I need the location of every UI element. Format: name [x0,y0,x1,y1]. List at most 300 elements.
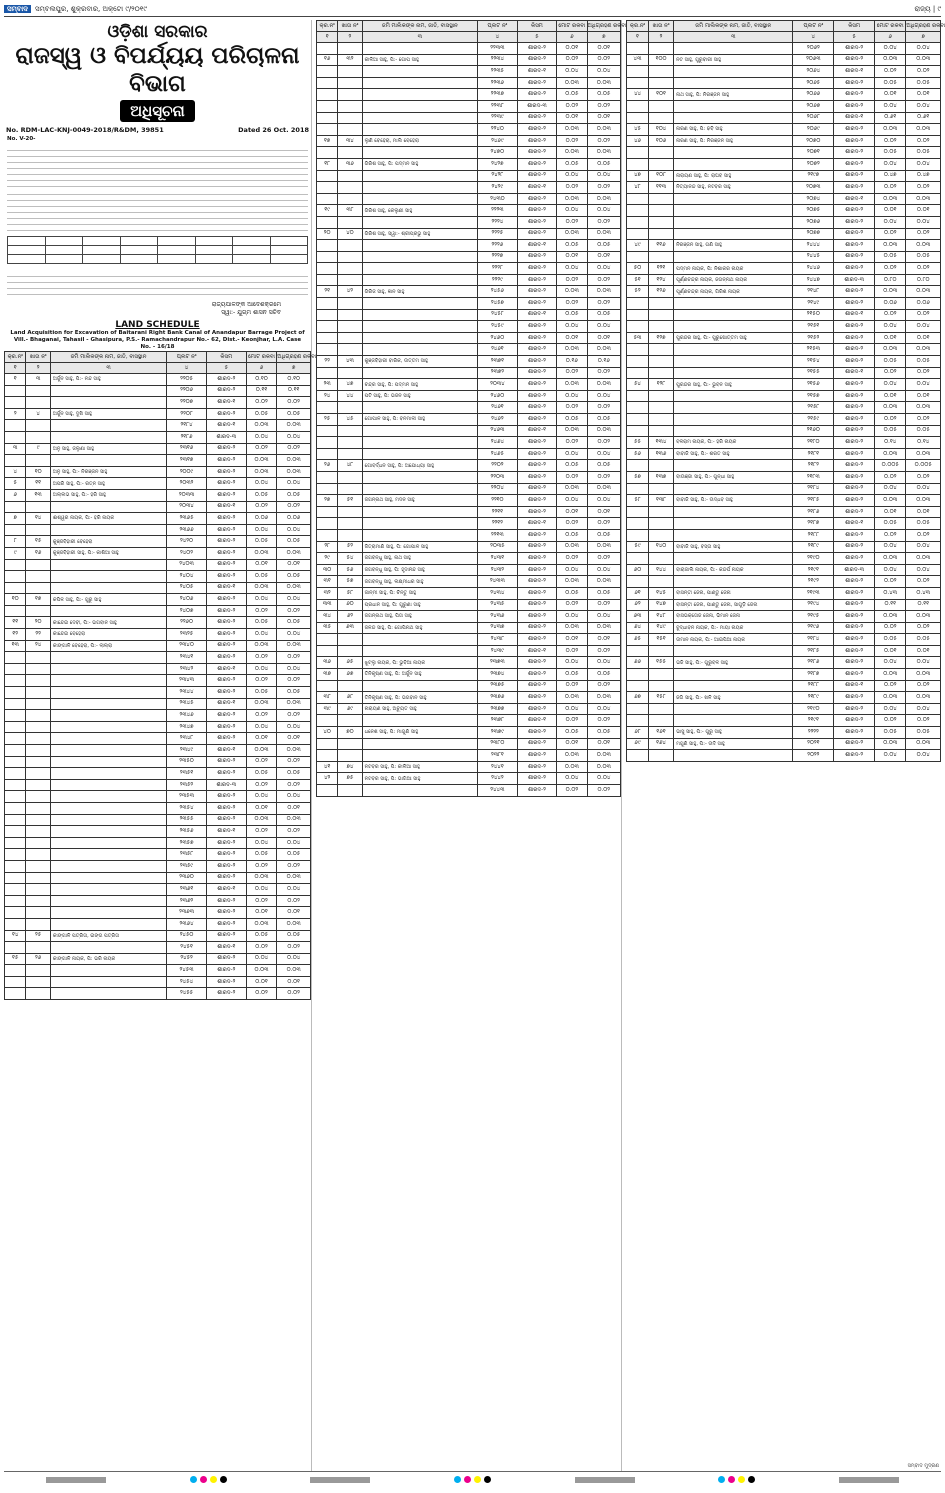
owner-name-cell [674,680,793,692]
table-row [317,135,621,147]
khata-cell: ୧୩୬ [648,448,673,460]
khata-cell: ୫୪ [338,553,362,565]
table-row [627,112,941,124]
total-area-cell: ୦.୦୧ [557,738,587,750]
plot-cell: ୨୪୨୮ [478,170,518,182]
plot-cell: ୨୩୫୭ [167,837,207,849]
total-area-cell: ୦.୦୫ [557,89,587,101]
khata-cell: ୪୮ [338,460,362,472]
acquired-area-cell: ୦.୦୫ [587,460,620,472]
issue-date: ସମ୍ବଲପୁର, ଶୁକ୍ରବାର, ଅକ୍ଟୋ ୯/୨୦୧୯ [35,5,147,13]
total-area-cell: ୦.୦୪ [557,263,587,275]
owner-name-cell [50,675,166,687]
acquired-area-cell: ୦.୦୨ [587,471,620,483]
plot-cell: ୨୪୦୭ [167,605,207,617]
owner-name-cell: ଗିରିଜ ସାହୁ, ଜ୍ଞାନ ସାହୁ [362,286,478,298]
kisam-cell: ଶାରଦ-୨ [517,367,557,379]
serial-cell: ୫୧ [627,274,649,286]
acquired-area-cell: ୦.୦୨ [906,529,941,541]
table-row [627,576,941,588]
kisam-cell: ଶାରଦ-୨ [517,634,557,646]
serial-cell [5,571,26,583]
serial-cell: ୧୧ [5,617,26,629]
total-area-cell: ୦.୦୨ [557,216,587,228]
kisam-cell: ଶାରଦ-୨ [206,374,246,386]
column-number-cell: ୬ [875,32,906,43]
kisam-cell: ଶାରଦ-୨ [517,785,557,797]
khata-cell [648,251,673,263]
plot-cell: ୨୦୭୦ [793,135,834,147]
total-area-cell: ୦.୦୫ [246,849,277,861]
kisam-cell: ଶାରଦ-୨ [206,895,246,907]
serial-cell [5,837,26,849]
khata-cell [648,158,673,170]
khata-cell [26,884,50,896]
khata-cell [648,576,673,588]
total-area-cell: ୦.୦୩ [246,455,277,467]
owner-name-cell [362,274,478,286]
khata-cell: ୧୪ [26,513,50,525]
table-row [317,367,621,379]
kisam-cell: ଶାରଦ-୨ [517,599,557,611]
owner-name-cell [50,663,166,675]
owner-name-cell [362,251,478,263]
column-number-cell: ୫ [834,32,875,43]
owner-name-cell [50,826,166,838]
plot-cell: ୨୪୪୪ [793,240,834,252]
table-header-cell: ପ୍ଲଟ ନଂ [793,21,834,32]
acquired-area-cell: ୦.୦୪ [906,43,941,55]
owner-name-cell [50,431,166,443]
plot-cell: ୨୩୭୧ [478,356,518,368]
owner-name-cell [362,680,478,692]
acquired-area-cell: ୦.୦୩ [587,77,620,89]
owner-name-cell [50,455,166,467]
column-number-cell: ୪ [167,363,207,374]
plot-cell: ୨୩୫୯ [167,860,207,872]
owner-name-cell [50,802,166,814]
kisam-cell: ଶାରଦ-୨ [834,657,875,669]
acquired-area-cell: ୦.୦୪ [277,837,311,849]
acquired-area-cell: ୦.୦୩ [587,541,620,553]
acquired-area-cell: ୦.୦୨ [906,309,941,321]
khata-cell [648,216,673,228]
plot-cell: ୨୪୩୭ [478,622,518,634]
table-header-cell: କ୍ର.ନଂ [627,21,649,32]
table-row [317,727,621,739]
total-area-cell: ୦.୦୧ [246,559,277,571]
kisam-cell: ଶାରଦ-୨ [517,703,557,715]
total-area-cell: ୦.୦୫ [875,634,906,646]
total-area-cell: ୦.୦୩ [875,124,906,136]
table-row [317,738,621,750]
department-title: ରାଜସ୍ୱ ଓ ବିପର୍ଯ୍ୟୟ ପରିଚାଳନା ବିଭାଗ [15,43,300,97]
khata-cell: ୧୦୦ [648,54,673,66]
kisam-cell: ଶାରଦ-୨ [206,652,246,664]
owner-name-cell [362,240,478,252]
acquired-area-cell: ୦.୦୩ [906,669,941,681]
serial-cell [5,942,26,954]
khata-cell: ୧୦୧ [648,89,673,101]
owner-name-cell [362,77,478,89]
serial-cell: ୨୬ [317,460,338,472]
plot-cell: ୨୩୭୨ [478,367,518,379]
owner-name-cell: ଭାସୁ ସାହୁ, ପି:- ଗୁରୁ ସାହୁ [674,727,793,739]
acquired-area-cell: ୦.୦୨ [906,471,941,483]
acquired-area-cell: ୦.୦୩ [587,483,620,495]
total-area-cell: ୦.୦୫ [246,687,277,699]
total-area-cell: ୦.୦୪ [246,431,277,443]
kisam-cell: ଶାରଦ-୨ [517,529,557,541]
khata-cell [338,263,362,275]
table-row [5,860,311,872]
owner-name-cell: ନାରାୟଣ ସାହୁ, ପି: ରାଘବ ସାହୁ [674,170,793,182]
total-area-cell: ୦.୦୫ [246,617,277,629]
table-header-cell: ଜମି ମାଲିକଙ୍କ ନାମ, ଜାତି, ବାସସ୍ଥାନ [362,21,478,32]
plot-cell: ୨୩୫୦ [167,756,207,768]
acquired-area-cell: ୦.୦୨ [587,437,620,449]
owner-name-cell [50,779,166,791]
kisam-cell: ଶାରଦ-୧ [206,397,246,409]
owner-name-cell [50,687,166,699]
owner-name-cell: ଜାନ୍ମୀ ସାହୁ, ପି: ଚିନ୍ତୁ ସାହୁ [362,587,478,599]
table-row [317,622,621,634]
total-area-cell: ୦.୦୫ [557,414,587,426]
owner-name-cell: ଜଳନ୍ଦ ସାହୁ, ପି: ଗୋପିନାଥ ସାହୁ [362,622,478,634]
owner-name-cell [50,571,166,583]
acquired-area-cell: ୦.୦୨ [906,367,941,379]
acquired-area-cell: ୦.୪୭ [906,170,941,182]
owner-name-cell: ଅର୍ଜୁନ ସାହୁ, ଦୁଖି ସାହୁ [50,408,166,420]
acquired-area-cell: ୦.୦୪ [277,478,311,490]
serial-cell [5,687,26,699]
khata-cell [338,112,362,124]
total-area-cell: ୦.୦୩ [246,872,277,884]
serial-cell [317,240,338,252]
serial-cell [5,559,26,571]
serial-cell [627,402,649,414]
kisam-cell: ଶାରଦ-୧ [517,309,557,321]
table-row [317,611,621,623]
owner-name-cell [362,298,478,310]
plot-cell: ୨୧୮୦ [793,437,834,449]
serial-cell [317,112,338,124]
plot-cell: ୨୨୧୧ [478,506,518,518]
khata-cell [338,634,362,646]
total-area-cell: ୦.୦୩ [875,54,906,66]
acquired-area-cell: ୦.୦୫ [587,587,620,599]
plot-cell: ୨୨୩୫ [478,66,518,78]
khata-cell [338,309,362,321]
table-row [627,518,941,530]
serial-cell: ୨୪ [317,390,338,402]
total-area-cell: ୦.୦୨ [246,652,277,664]
acquired-area-cell: ୦.୦୪ [277,791,311,803]
serial-cell [5,791,26,803]
plot-cell: ୨୪୫୮ [478,309,518,321]
plot-cell: ୨୩୭୪ [478,669,518,681]
serial-cell: ୬୨ [627,599,649,611]
total-area-cell: ୦.୦୨ [875,622,906,634]
khata-cell [648,680,673,692]
khata-cell [648,205,673,217]
plot-cell: ୨୧୮୪ [793,634,834,646]
acquired-area-cell: ୦.୦୪ [906,321,941,333]
table-row [317,147,621,159]
table-row [317,576,621,588]
acquired-area-cell: ୦.୦୨ [906,228,941,240]
table-row [317,274,621,286]
owner-name-cell [362,529,478,541]
kisam-cell: ଶାରଦ-୨ [517,379,557,391]
table-row [317,553,621,565]
serial-cell [317,170,338,182]
plot-cell: ୨୨୦୭ [167,397,207,409]
khata-cell [26,559,50,571]
kisam-cell: ଶାରଦ-୨ [206,930,246,942]
serial-cell [627,553,649,565]
serial-cell: ୪ [5,466,26,478]
serial-cell [627,43,649,55]
total-area-cell: ୦.୧୧ [246,385,277,397]
table-row [317,89,621,101]
column-number-cell: ୬ [246,363,277,374]
total-area-cell: ୦.୦୨ [875,367,906,379]
acquired-area-cell: ୦.୦୪ [587,170,620,182]
total-area-cell: ୦.୦୨ [557,135,587,147]
total-area-cell: ୦.୦୩ [557,750,587,762]
khata-cell [648,321,673,333]
serial-cell: ୩ [5,443,26,455]
table-row [317,402,621,414]
table-row [627,483,941,495]
plot-cell: ୨୦୭୬ [793,216,834,228]
total-area-cell: ୦.୦୧ [557,506,587,518]
kisam-cell: ଶାରଦ-୨ [206,768,246,780]
table-row [5,501,311,513]
serial-cell [627,216,649,228]
plot-cell: ୨୧୮୯ [793,541,834,553]
table-row [317,54,621,66]
kisam-cell: ଶାରଦ-୨ [834,158,875,170]
khata-cell: ୧୦୪ [648,124,673,136]
plot-cell: ୨୪୪୫ [793,251,834,263]
owner-name-cell [674,309,793,321]
owner-name-cell [50,965,166,977]
kisam-cell: ଶାରଦ-୧ [517,715,557,727]
table-row [627,251,941,263]
plot-cell: ୨୦୨୧ [793,738,834,750]
kisam-cell: ଶାରଦ-୨ [834,147,875,159]
kisam-cell: ଶାରଦ-୨ [834,611,875,623]
plot-cell: ୨୪୩୦ [478,193,518,205]
serial-cell: ୩୦ [317,564,338,576]
table-row [317,158,621,170]
plot-cell: ୨୦୬୪ [793,66,834,78]
total-area-cell: ୦.୦୩ [875,286,906,298]
plot-cell: ୨୦୭୫ [793,205,834,217]
serial-cell [5,698,26,710]
plot-cell: ୨୪୫୧ [167,942,207,954]
owner-name-cell: ବାସନ୍ତୀ ଜେନା, ପାଣ୍ଡୁ ଜେନା, ସାଗୁଡ଼ି ଜେନା [674,599,793,611]
serial-cell [317,448,338,460]
table-row [317,321,621,333]
serial-cell [627,158,649,170]
total-area-cell: ୦.୦୨ [246,895,277,907]
acquired-area-cell: ୦.୦୪ [277,663,311,675]
total-area-cell: ୦.୦୨ [246,942,277,954]
total-area-cell: ୦.୦୪ [557,321,587,333]
serial-cell [317,518,338,530]
plot-cell: ୨୩୬୪ [167,918,207,930]
owner-name-cell [674,553,793,565]
serial-cell [627,77,649,89]
column-right [626,20,945,1472]
acquired-area-cell: ୦.୦୪ [906,483,941,495]
kisam-cell: ଶାରଦ-୨ [206,385,246,397]
total-area-cell: ୦.୦୪ [557,205,587,217]
kisam-cell: ଶାରଦ-୨ [206,513,246,525]
kisam-cell: ଶାରଦ-୧ [206,501,246,513]
plot-cell: ୨୦୬୫ [793,77,834,89]
table-row [317,529,621,541]
total-area-cell: ୦.୦୨ [875,135,906,147]
acquired-area-cell: ୦.୦୪ [587,657,620,669]
total-area-cell: ୦.୦୨ [246,860,277,872]
acquired-area-cell: ୦.୦୨ [906,576,941,588]
plot-cell: ୨୩୬୧ [167,884,207,896]
table-row [5,802,311,814]
kisam-cell: ଶାରଦ-୨ [517,332,557,344]
serial-cell [5,814,26,826]
total-area-cell: ୦.୦୪ [875,483,906,495]
plot-cell: ୨୧୮୩ [793,471,834,483]
owner-name-cell [674,750,793,762]
table-row [317,240,621,252]
serial-cell [317,332,338,344]
kisam-cell: ଶାରଦ-୨ [834,495,875,507]
table-row [317,599,621,611]
kisam-cell: ଶାରଦ-୨ [834,77,875,89]
serial-cell: ୨୨ [317,356,338,368]
serial-cell [317,645,338,657]
table-row [5,443,311,455]
total-area-cell: ୦.୦୨ [875,182,906,194]
kisam-cell: ଶାରଦ-୨ [834,437,875,449]
table-row [627,298,941,310]
owner-name-cell: ବାବାଜି ସାହୁ, ପି:- ଉଦ୍ଧବ ସାହୁ [674,495,793,507]
acquired-area-cell: ୦.୮୦ [906,274,941,286]
table-row [627,425,941,437]
total-area-cell: ୦.୦୪ [875,750,906,762]
serial-cell: ୬୯ [627,738,649,750]
owner-name-cell [50,420,166,432]
owner-name-cell: ବଳରାମ ନାୟକ, ପି:- ହରି ନାୟକ [674,437,793,449]
kisam-cell: ଶାରଦ-୨ [517,437,557,449]
khata-cell [338,298,362,310]
kisam-cell: ଶାରଦ-୨ [206,617,246,629]
owner-name-cell: କାଙ୍ଗାଳି ନାୟକ, ପି: ଭରି ନାୟକ [50,953,166,965]
serial-cell [317,402,338,414]
acquired-area-cell: ୦.୦୪ [277,431,311,443]
owner-name-cell: କାଙ୍ଗାଳି ବେହେରା, ପି:- ଲାଲ୍ରା [50,640,166,652]
table-row [5,872,311,884]
serial-cell: ୪୮ [627,182,649,194]
kisam-cell: ଶାରଦ-୨ [834,529,875,541]
acquired-area-cell: ୦.୦୩ [587,124,620,136]
acquired-area-cell: ୦.୦୪ [587,773,620,785]
plot-cell: ୨୧୮୬ [167,431,207,443]
kisam-cell: ଶାରଦ-୨ [206,710,246,722]
table-row [5,675,311,687]
total-area-cell: ୦.୦୦୫ [875,460,906,472]
acquired-area-cell: ୦.୦୨ [587,367,620,379]
kisam-cell: ଶାରଦ-୨ [517,286,557,298]
khata-cell [648,228,673,240]
acquired-area-cell: ୦.୦୩ [587,576,620,588]
owner-name-cell [674,669,793,681]
plot-cell: ୨୨୬୦ [167,617,207,629]
plot-cell: ୨୩୫୮ [167,849,207,861]
owner-name-cell: କୁଞ୍ଜବିହାରୀ ବାରିକ, ଉତ୍ତମ ସାହୁ [362,356,478,368]
owner-name-cell: ତିନିକୃଷ୍ଣ ସାହୁ, ପି: ଭଗବାନ ସାହୁ [362,692,478,704]
total-area-cell: ୦.୦୪ [557,495,587,507]
table-row [317,100,621,112]
table-row [5,652,311,664]
grey-bar [575,1477,635,1483]
owner-name-cell: କାଙ୍ଗାଳି ପତ୍ରିତା, ଇଙ୍ଗ ପତ୍ରିତା [50,930,166,942]
khata-cell [26,420,50,432]
khata-cell: ୨୨ [26,629,50,641]
khata-cell [648,77,673,89]
table-row [627,692,941,704]
owner-name-cell [50,559,166,571]
serial-cell: ୨୧ [317,286,338,298]
table-row [317,669,621,681]
acquired-area-cell: ୦.୦୩ [277,698,311,710]
acquired-area-cell: ୦.୦୫ [277,536,311,548]
khata-cell [648,460,673,472]
serial-cell [317,785,338,797]
newspaper-logo: ସମ୍ବାଦ [4,5,31,13]
plot-cell: ୨୩୫୫ [167,814,207,826]
total-area-cell: ୦.୦୩ [246,466,277,478]
acquired-area-cell: ୦.୦୨ [906,135,941,147]
table-row [317,193,621,205]
acquired-area-cell: ୦.୦୫ [277,768,311,780]
kisam-cell: ଶାରଦ-୨ [206,675,246,687]
acquired-area-cell: ୦.୦୩ [906,54,941,66]
owner-name-cell: ଜଗବନ୍ଧୁ ସାହୁ, ନାଥ ସାହୁ [362,553,478,565]
plot-cell: ୨୨୦୨ [478,460,518,472]
total-area-cell: ୦.୦୩ [557,541,587,553]
table-row [5,837,311,849]
plot-cell: ୨୩୪୨ [167,663,207,675]
khata-cell [26,733,50,745]
total-area-cell: ୦.୦୧ [246,802,277,814]
khata-cell: ୫୨ [338,541,362,553]
table-header-cell: ଖାତା ନଂ [648,21,673,32]
table-row [627,495,941,507]
khata-cell: ୫୭ [338,576,362,588]
notice-footer-text [4,267,311,301]
kisam-cell: ଶାରଦ-୨ [834,506,875,518]
table-row [627,182,941,194]
acquired-area-cell: ୦.୪୩ [906,587,941,599]
table-row [317,332,621,344]
plot-cell: ୨୨୧୨ [478,518,518,530]
total-area-cell: ୦.୦୧ [557,251,587,263]
